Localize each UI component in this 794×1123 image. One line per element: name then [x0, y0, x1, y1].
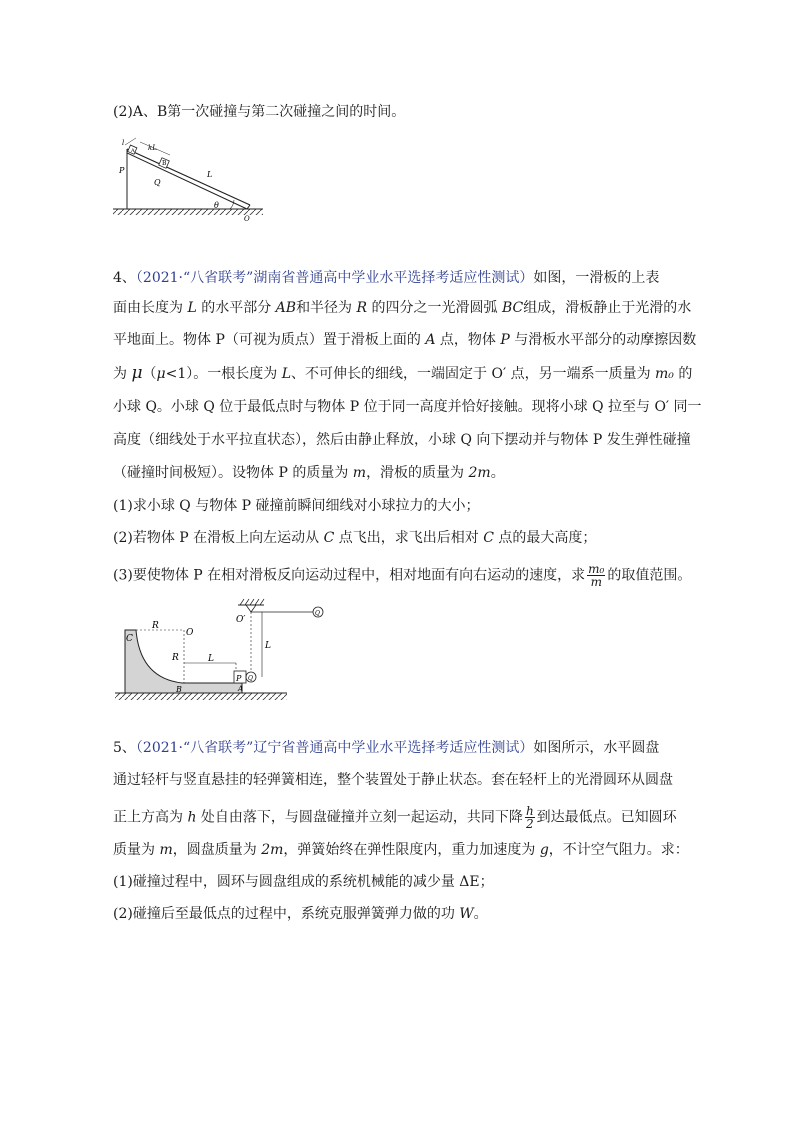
var-m: m: [159, 842, 173, 858]
label-r-side: R: [172, 653, 179, 663]
problem-5-line-1: [113, 738, 659, 758]
label-b: B: [176, 685, 182, 694]
incline-bottom: [127, 153, 247, 209]
problem-4-source: （2021·“八省联考”湖南省普通高中学业水平选择考适应性测试）: [135, 270, 534, 286]
var-a: A: [425, 332, 436, 348]
label-r-top: R: [152, 621, 159, 631]
t: <1）。一根长度为: [165, 366, 282, 382]
slide-board: [125, 630, 242, 693]
var-w: W: [459, 906, 474, 922]
problem-4-question-1: (1)求小球 Q 与物体 P 碰撞前瞬间细线对小球拉力的大小；: [113, 498, 480, 514]
problem-4-line-4: [113, 363, 692, 384]
t: 处自由落下，与圆盘碰撞并立刻一起运动，共同下降: [196, 809, 523, 826]
denominator: 2: [525, 817, 534, 831]
problem-5-line-1-tail: 如图所示，水平圆盘: [533, 740, 660, 756]
problem-5-line-4: [113, 840, 689, 860]
var-bc: BC: [501, 300, 524, 316]
t: (2)若物体 P 在滑板上向左运动从: [113, 530, 324, 546]
numerator: m₀: [588, 562, 605, 576]
t: 质量为: [113, 842, 160, 858]
fraction-m0-over-m: [587, 563, 605, 588]
label-o: O: [186, 628, 194, 638]
var-g: g: [539, 842, 549, 858]
t: 点的最大高度；: [493, 530, 597, 546]
t: 正上方高为: [113, 809, 188, 826]
problem-4-line-3: [113, 330, 696, 350]
t: （: [142, 366, 157, 382]
var-r: R: [356, 300, 368, 316]
fraction-h-over-2: [525, 805, 535, 830]
t: 点，物体: [435, 332, 501, 348]
label-q: Q: [154, 178, 161, 187]
label-theta: θ: [214, 201, 219, 210]
label-c: C: [126, 634, 133, 644]
problem-4-line-2: [113, 298, 691, 318]
t: 点飞出，求飞出后相对: [334, 530, 484, 546]
t: ，不计空气阻力。求：: [548, 842, 689, 858]
t: (3)要使物体 P 在相对滑板反向运动过程中，相对地面有向右运动的速度，求: [113, 567, 586, 584]
problem-5-line-2: 通过轻杆与竖直悬挂的轻弹簧相连，整个装置处于静止状态。套在轻杆上的光滑圆环从圆盘: [113, 772, 673, 788]
label-l-string: L: [265, 641, 271, 651]
t: ，弹簧始终在弹性限度内，重力加速度为: [283, 842, 540, 858]
incline-figure: [110, 133, 275, 225]
t: (2)碰撞后至最低点的过程中，系统克服弹簧弹力做的功: [113, 906, 460, 922]
problem-4-number: 4、: [113, 270, 136, 286]
label-small-l: l: [122, 139, 125, 147]
ceiling-hatch: [240, 599, 264, 605]
label-a: A: [131, 148, 135, 154]
label-q-bottom: Q: [248, 675, 253, 682]
label-b: B: [162, 160, 167, 167]
pivot: [246, 605, 256, 612]
numerator: h: [525, 804, 534, 818]
problem-5-number: 5、: [113, 740, 136, 756]
label-p: P: [236, 674, 242, 683]
t: 。: [490, 465, 505, 481]
label-o: O: [244, 215, 250, 223]
var-c: C: [483, 530, 494, 546]
problem-5-question-2: [113, 904, 488, 924]
incline-end: [247, 205, 250, 209]
t: （碰撞时间极短）。设物体 P 的质量为: [113, 465, 353, 481]
t: ，滑板的质量为: [366, 465, 469, 481]
t: 的: [673, 366, 693, 382]
t: 、不可伸长的细线，一端固定于 O′ 点，另一端系一质量为: [291, 366, 656, 382]
ground-hatch: [115, 693, 287, 700]
label-a: A: [238, 685, 244, 693]
problem-4-question-3: [113, 563, 691, 588]
t: 和半径为: [296, 300, 357, 316]
t: 面由长度为: [113, 300, 188, 316]
var-mu: μ: [131, 363, 143, 383]
label-l-board: L: [208, 654, 214, 664]
var-ab: AB: [275, 300, 297, 316]
problem-5-question-1: (1)碰撞过程中，圆环与圆盘组成的系统机械能的减少量 ΔE；: [113, 874, 494, 890]
incline-top: [127, 149, 250, 205]
t: 的取值范围。: [607, 567, 692, 584]
problem-5-line-3: [113, 805, 677, 830]
slide-board-figure: [110, 595, 340, 705]
var-p: P: [500, 332, 510, 348]
var-m: m: [352, 465, 367, 481]
ground-hatch: [113, 209, 263, 215]
label-p: P: [119, 166, 125, 175]
t: 的四分之一光滑圆弧: [367, 300, 502, 316]
var-c: C: [323, 530, 335, 546]
label-o-prime: O′: [236, 615, 246, 625]
var-l: L: [281, 366, 292, 382]
problem-4-line-6: 高度（细线处于水平拉直状态），然后由静止释放，小球 Q 向下摆动并与物体 P 发生弹性碰撞: [113, 432, 691, 448]
problem-4-line-1: [113, 268, 659, 288]
dim-line-1: [125, 138, 136, 145]
question-2-line: (2)A、B第一次碰撞与第二次碰撞之间的时间。: [113, 104, 406, 120]
problem-4-question-2: [113, 528, 596, 548]
t: 。: [473, 906, 488, 922]
problem-4-line-1-tail: 如图，一滑板的上表: [533, 270, 660, 286]
var-l: L: [187, 300, 197, 316]
label-kl: kL: [148, 144, 157, 152]
t: ，圆盘质量为: [172, 842, 262, 858]
label-q-top: Q: [315, 610, 320, 617]
var-h: h: [187, 809, 197, 826]
var-2m: 2m: [468, 465, 491, 481]
var-m0: m₀: [655, 366, 674, 382]
t: 平地面上。物体 P（可视为质点）置于滑板上面的: [113, 332, 426, 348]
problem-4-line-7: [113, 463, 505, 483]
t: 与滑板水平部分的动摩擦因数: [509, 332, 697, 348]
problem-5-source: （2021·“八省联考”辽宁省普通高中学业水平选择考适应性测试）: [135, 740, 534, 756]
var-mu: μ: [156, 366, 166, 382]
t: 到达最低点。已知圆环: [536, 809, 677, 826]
problem-4-line-5: 小球 Q。小球 Q 位于最低点时与物体 P 位于同一高度并恰好接触。现将小球 Q 拉至与 O′ 同一: [113, 399, 702, 415]
t: 的水平部分: [196, 300, 276, 316]
t: 组成，滑板静止于光滑的水: [523, 300, 692, 316]
label-l: L: [207, 170, 213, 179]
denominator: m: [590, 575, 602, 589]
var-2m: 2m: [261, 842, 284, 858]
t: 为: [113, 366, 132, 382]
